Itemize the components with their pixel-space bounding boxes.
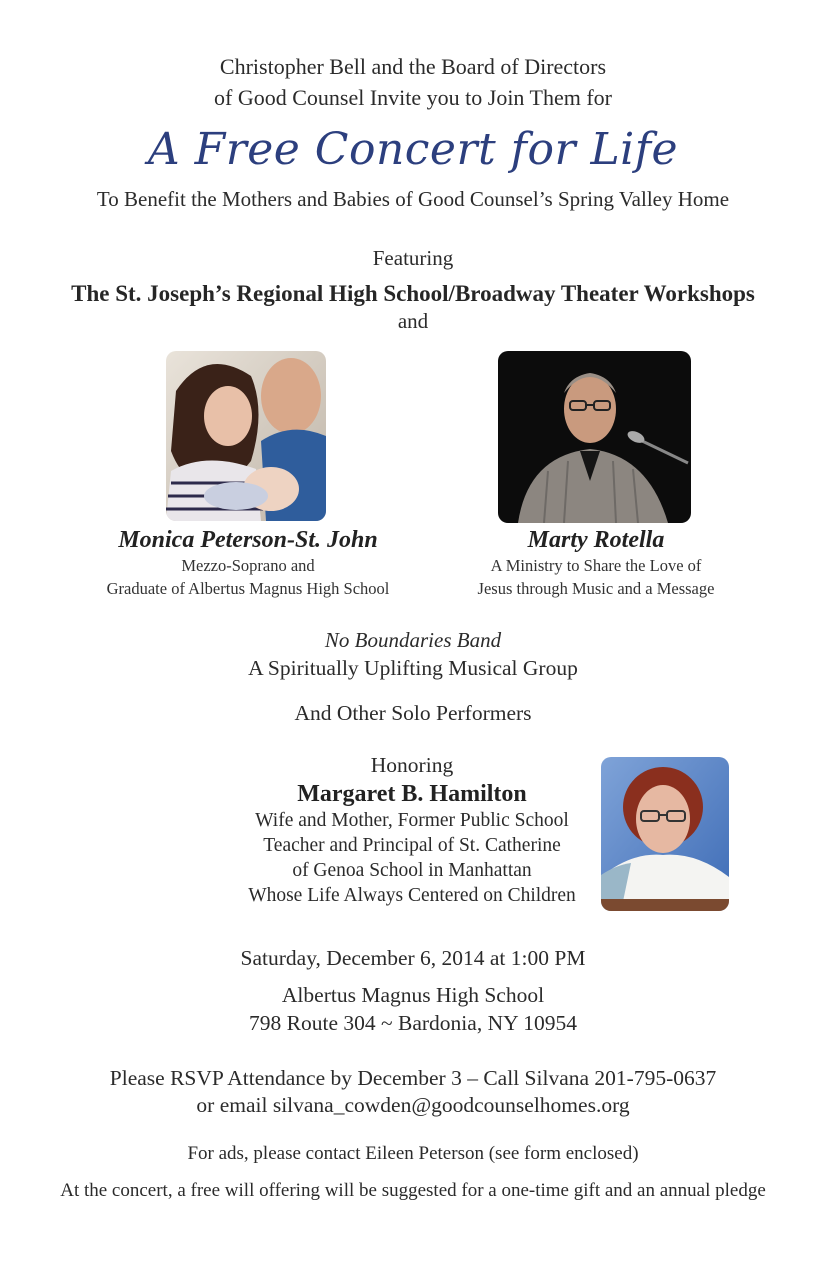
invite-line-1: Christopher Bell and the Board of Directors	[219, 54, 607, 79]
venue-address: 798 Route 304 ~ Bardonia, NY 10954	[249, 1011, 577, 1035]
photo-man-microphone-illustration	[498, 351, 691, 523]
ads-contact: For ads, please contact Eileen Peterson (see form enclosed)	[187, 1143, 639, 1164]
event-title: A Free Concert for Life	[147, 124, 679, 175]
performer-desc-marty-1: A Ministry to Share the Love of	[490, 556, 702, 575]
rsvp-line-2: or email silvana_cowden@goodcounselhomes.org	[196, 1093, 630, 1117]
honoree-line-3: of Genoa School in Manhattan	[292, 860, 532, 881]
performer-desc-monica-1: Mezzo-Soprano and	[181, 556, 315, 575]
performer-name-monica: Monica Peterson-St. John	[118, 527, 378, 553]
performer-photo-marty	[498, 351, 691, 523]
honoree-line-4: Whose Life Always Centered on Children	[248, 885, 576, 906]
honoree-photo	[601, 757, 729, 911]
performer-desc-marty-2: Jesus through Music and a Message	[477, 579, 715, 598]
honoree-line-1: Wife and Mother, Former Public School	[255, 810, 569, 831]
photo-woman-portrait-illustration	[601, 757, 729, 911]
offering-note: At the concert, a free will offering will be suggested for a one-time gift and an annual pledge	[60, 1180, 766, 1201]
event-datetime: Saturday, December 6, 2014 at 1:00 PM	[240, 946, 586, 970]
headliner: The St. Joseph’s Regional High School/Broadway Theater Workshops	[71, 281, 755, 306]
band-description: A Spiritually Uplifting Musical Group	[248, 656, 578, 680]
invite-line-2: of Good Counsel Invite you to Join Them for	[214, 85, 612, 110]
performer-name-marty: Marty Rotella	[527, 527, 665, 553]
rsvp-line-1: Please RSVP Attendance by December 3 – Call Silvana 201-795-0637	[109, 1066, 717, 1090]
honoring-label: Honoring	[370, 753, 454, 777]
honoree-name: Margaret B. Hamilton	[297, 781, 527, 807]
photo-mother-baby-illustration	[166, 351, 326, 521]
other-performers: And Other Solo Performers	[294, 701, 532, 725]
band-name: No Boundaries Band	[324, 628, 502, 652]
and-label: and	[397, 309, 429, 333]
performer-photo-monica	[166, 351, 326, 521]
venue-name: Albertus Magnus High School	[281, 983, 545, 1007]
featuring-label: Featuring	[372, 246, 454, 270]
honoree-line-2: Teacher and Principal of St. Catherine	[263, 835, 561, 856]
performer-desc-monica-2: Graduate of Albertus Magnus High School	[106, 579, 390, 598]
benefit-line: To Benefit the Mothers and Babies of Good Counsel’s Spring Valley Home	[96, 187, 730, 211]
